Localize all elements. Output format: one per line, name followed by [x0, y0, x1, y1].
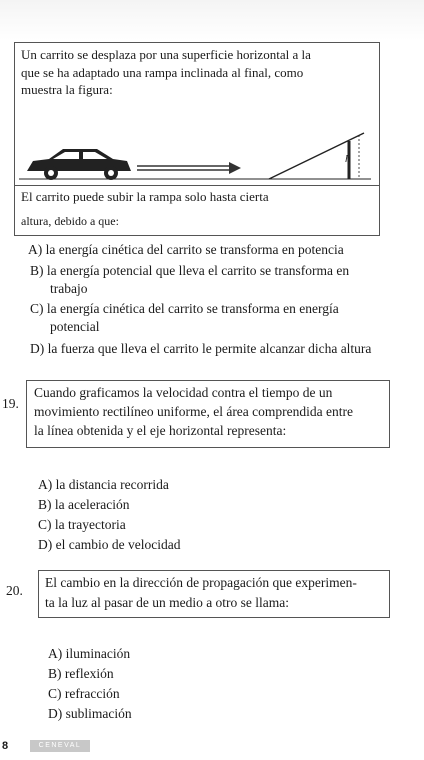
q19-option-c[interactable]: C) la trayectoria	[38, 517, 126, 532]
q17-option-b[interactable]: B) la energía potencial que lleva el carrito se transforma en	[30, 263, 350, 278]
page-number: 8	[2, 740, 9, 752]
q19-stem-line-2: movimiento rectilíneo uniforme, el área comprendida entre	[34, 404, 353, 419]
q17-divider	[15, 185, 379, 186]
car-icon	[27, 149, 131, 180]
q20-number: 20.	[6, 583, 23, 598]
brand-footer: CENEVAL	[30, 740, 90, 752]
q17-stem-line-2: que se ha adaptado una rampa inclinada al final, como	[21, 65, 304, 80]
q17-stem-line-1: Un carrito se desplaza por una superficie horizontal a la	[21, 47, 311, 62]
q19-option-a[interactable]: A) la distancia recorrida	[38, 477, 169, 492]
q19-option-b[interactable]: B) la aceleración	[38, 497, 130, 512]
q17-option-c-cont: potencial	[50, 319, 100, 334]
q17-option-c[interactable]: C) la energía cinética del carrito se transforma en energía	[30, 301, 339, 316]
q20-stem-line-2: ta la luz al pasar de un medio a otro se llama:	[45, 595, 290, 610]
q20-option-a[interactable]: A) iluminación	[48, 646, 131, 661]
q17-stem-line-3: muestra la figura:	[21, 82, 113, 97]
q17-lead-line-1: El carrito puede subir la rampa solo hasta cierta	[21, 189, 269, 204]
question-19-box	[26, 380, 390, 448]
motion-arrow-icon	[137, 162, 241, 174]
q19-stem-line-3: la línea obtenida y el eje horizontal representa:	[34, 423, 287, 438]
q17-option-d[interactable]: D) la fuerza que lleva el carrito le permite alcanzar dicha altura	[30, 341, 372, 356]
q20-option-c[interactable]: C) refracción	[48, 686, 120, 701]
figure-height-label: h	[345, 153, 351, 165]
q20-option-d[interactable]: D) sublimación	[48, 706, 132, 721]
question-20-box	[38, 570, 390, 618]
q17-option-a[interactable]: A) la energía cinética del carrito se transforma en potencia	[28, 242, 344, 257]
q17-lead-line-2: altura, debido a que:	[21, 214, 119, 228]
q19-option-d[interactable]: D) el cambio de velocidad	[38, 537, 181, 552]
q20-option-b[interactable]: B) reflexión	[48, 666, 114, 681]
q19-stem-line-1: Cuando graficamos la velocidad contra el tiempo de un	[34, 385, 333, 400]
scan-shadow	[0, 0, 424, 40]
q19-number: 19.	[2, 396, 19, 411]
q20-stem-line-1: El cambio en la dirección de propagación que experimen-	[45, 575, 357, 590]
question-17-box	[14, 42, 380, 236]
q17-option-b-cont: trabajo	[50, 281, 88, 296]
